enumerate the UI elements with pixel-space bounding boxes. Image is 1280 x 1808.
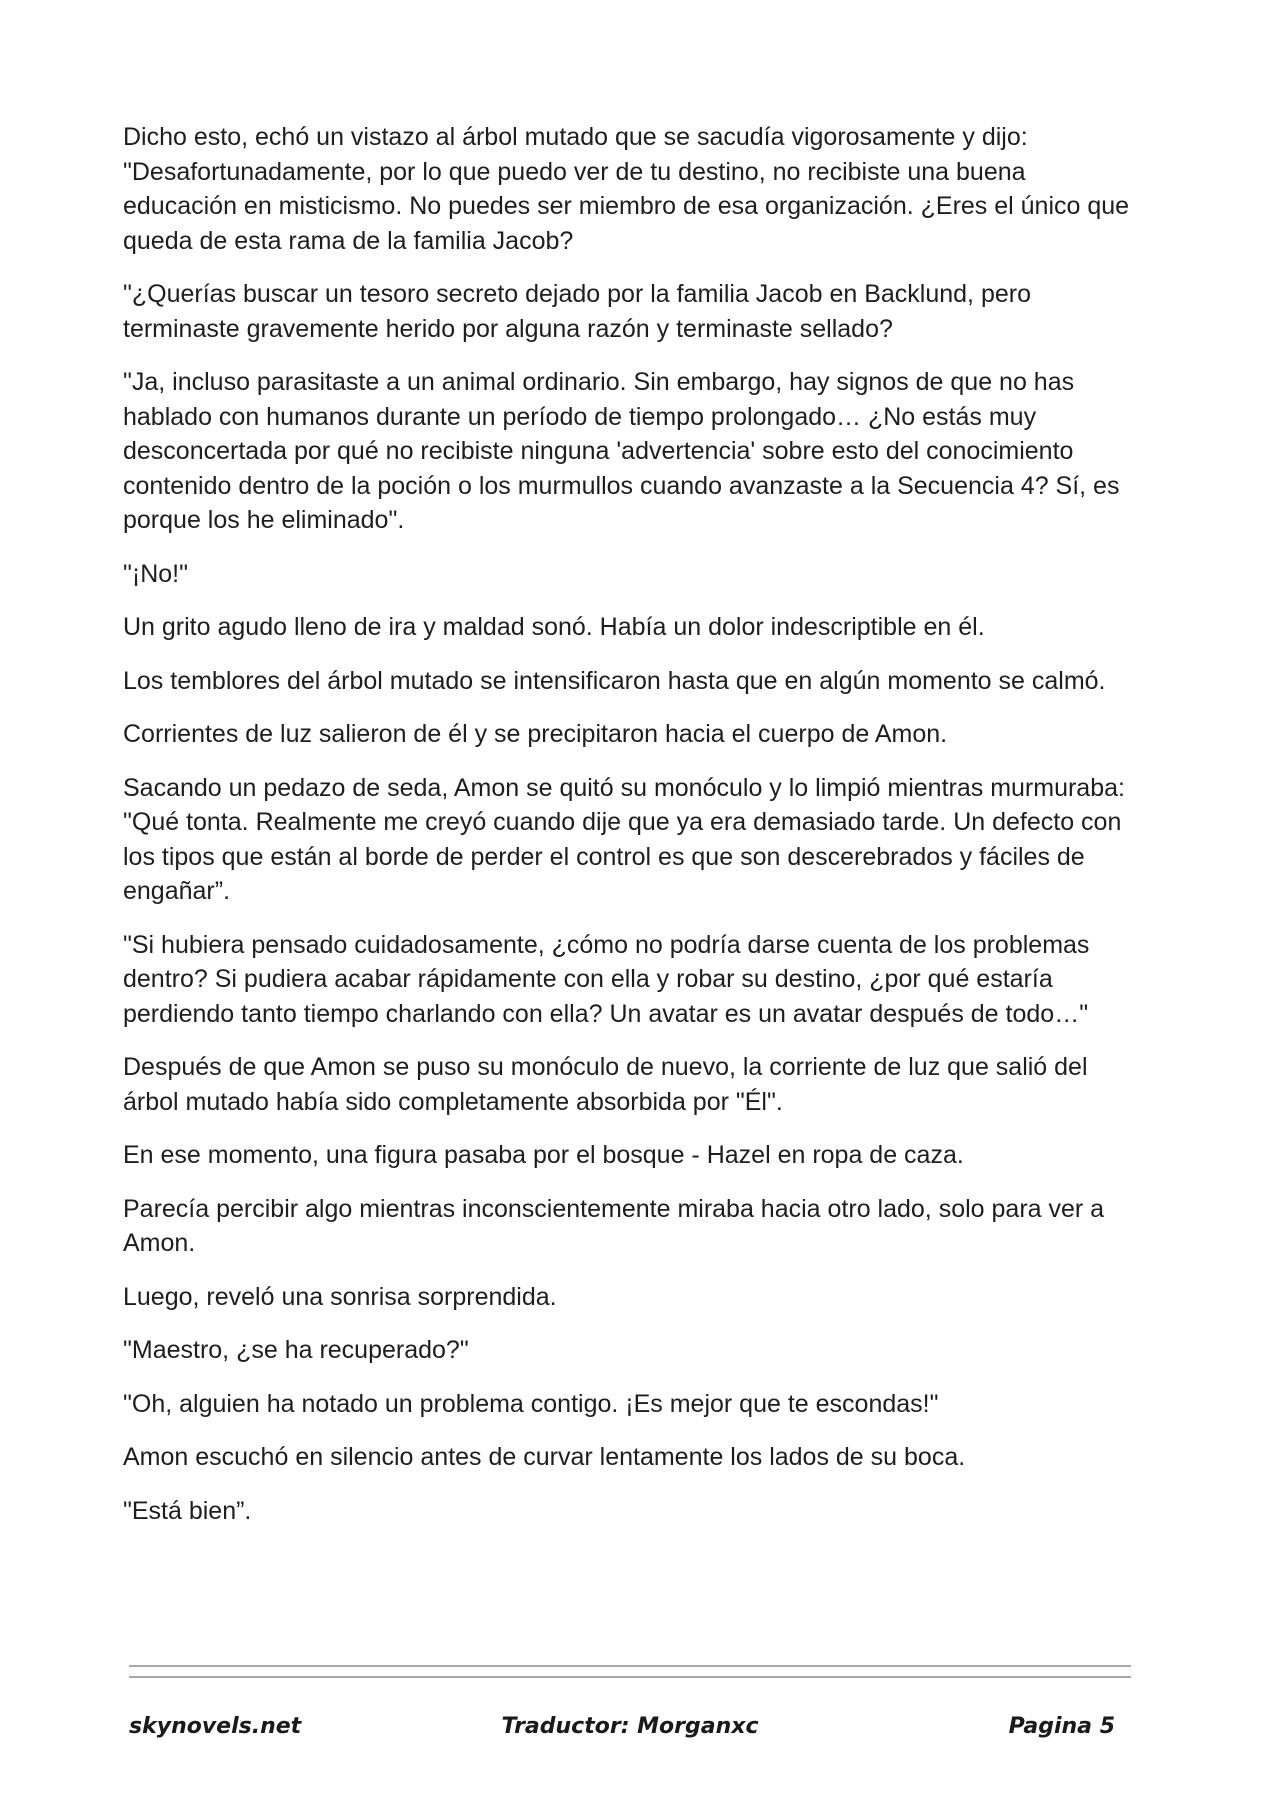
footer-page-number: Pagina 5 xyxy=(1008,1714,1115,1739)
paragraph: Parecía percibir algo mientras inconscientemente miraba hacia otro lado, solo para ver a Amon. xyxy=(123,1194,1105,1257)
divider-line xyxy=(129,1676,1131,1678)
paragraph: "Ja, incluso parasitaste a un animal ordinario. Sin embargo, hay signos de que no has hablado con humanos durante un período de tiempo prolongado… ¿No estás muy desconcertada por qué no recibiste ninguna 'advertencia' sobre esto del conocimiento contenido dentro de la poción o los murmullos cuando avanzaste a la Secuencia 4? Sí, es porque los he eliminado". xyxy=(123,368,1120,534)
paragraph: "¿Querías buscar un tesoro secreto dejado por la familia Jacob en Backlund, pero terminaste gravemente herido por alguna razón y terminaste sellado? xyxy=(123,280,1031,343)
paragraph: Los temblores del árbol mutado se intensificaron hasta que en algún momento se calmó. xyxy=(123,666,1106,695)
paragraph: Luego, reveló una sonrisa sorprendida. xyxy=(123,1282,557,1311)
paragraph: "Oh, alguien ha notado un problema contigo. ¡Es mejor que te escondas!" xyxy=(123,1389,939,1418)
body-text xyxy=(123,120,1143,1547)
paragraph: Un grito agudo lleno de ira y maldad sonó. Había un dolor indescriptible en él. xyxy=(123,613,985,641)
page-footer xyxy=(129,1714,1131,1754)
paragraph: Dicho esto, echó un vistazo al árbol mutado que se sacudía vigorosamente y dijo: "Desafortunadamente, por lo que puedo ver de tu destino, no recibiste una buena educación en misticismo. No puedes ser miembro de esa organización. ¿Eres el único que queda de esta rama de la familia Jacob? xyxy=(123,123,1130,255)
paragraph: Corrientes de luz salieron de él y se precipitaron hacia el cuerpo de Amon. xyxy=(123,720,948,748)
paragraph: Sacando un pedazo de seda, Amon se quitó su monóculo y lo limpió mientras murmuraba: "Qué tonta. Realmente me creyó cuando dije que ya era demasiado tarde. Un defecto con los tipos que están al borde de perder el control es que son descerebrados y fáciles de engañar”. xyxy=(123,773,1125,905)
paragraph: "Está bien”. xyxy=(123,1496,252,1525)
paragraph: En ese momento, una figura pasaba por el bosque - Hazel en ropa de caza. xyxy=(123,1141,964,1169)
paragraph: "Si hubiera pensado cuidadosamente, ¿cómo no podría darse cuenta de los problemas dentro? Si pudiera acabar rápidamente con ella y robar su destino, ¿por qué estaría perdiendo tanto tiempo charlando con ella? Un avatar es un avatar después de todo…" xyxy=(123,930,1090,1028)
paragraph: "Maestro, ¿se ha recuperado?" xyxy=(123,1336,469,1364)
divider-line xyxy=(129,1665,1131,1667)
footer-translator: Traductor: Morganxc xyxy=(501,1714,759,1739)
paragraph: "¡No!" xyxy=(123,559,188,588)
footer-site: skynovels.net xyxy=(129,1714,302,1739)
footer-divider xyxy=(129,1665,1131,1687)
paragraph: Después de que Amon se puso su monóculo de nuevo, la corriente de luz que salió del árbol mutado había sido completamente absorbida por "Él". xyxy=(123,1053,1088,1116)
paragraph: Amon escuchó en silencio antes de curvar lentamente los lados de su boca. xyxy=(123,1443,966,1471)
